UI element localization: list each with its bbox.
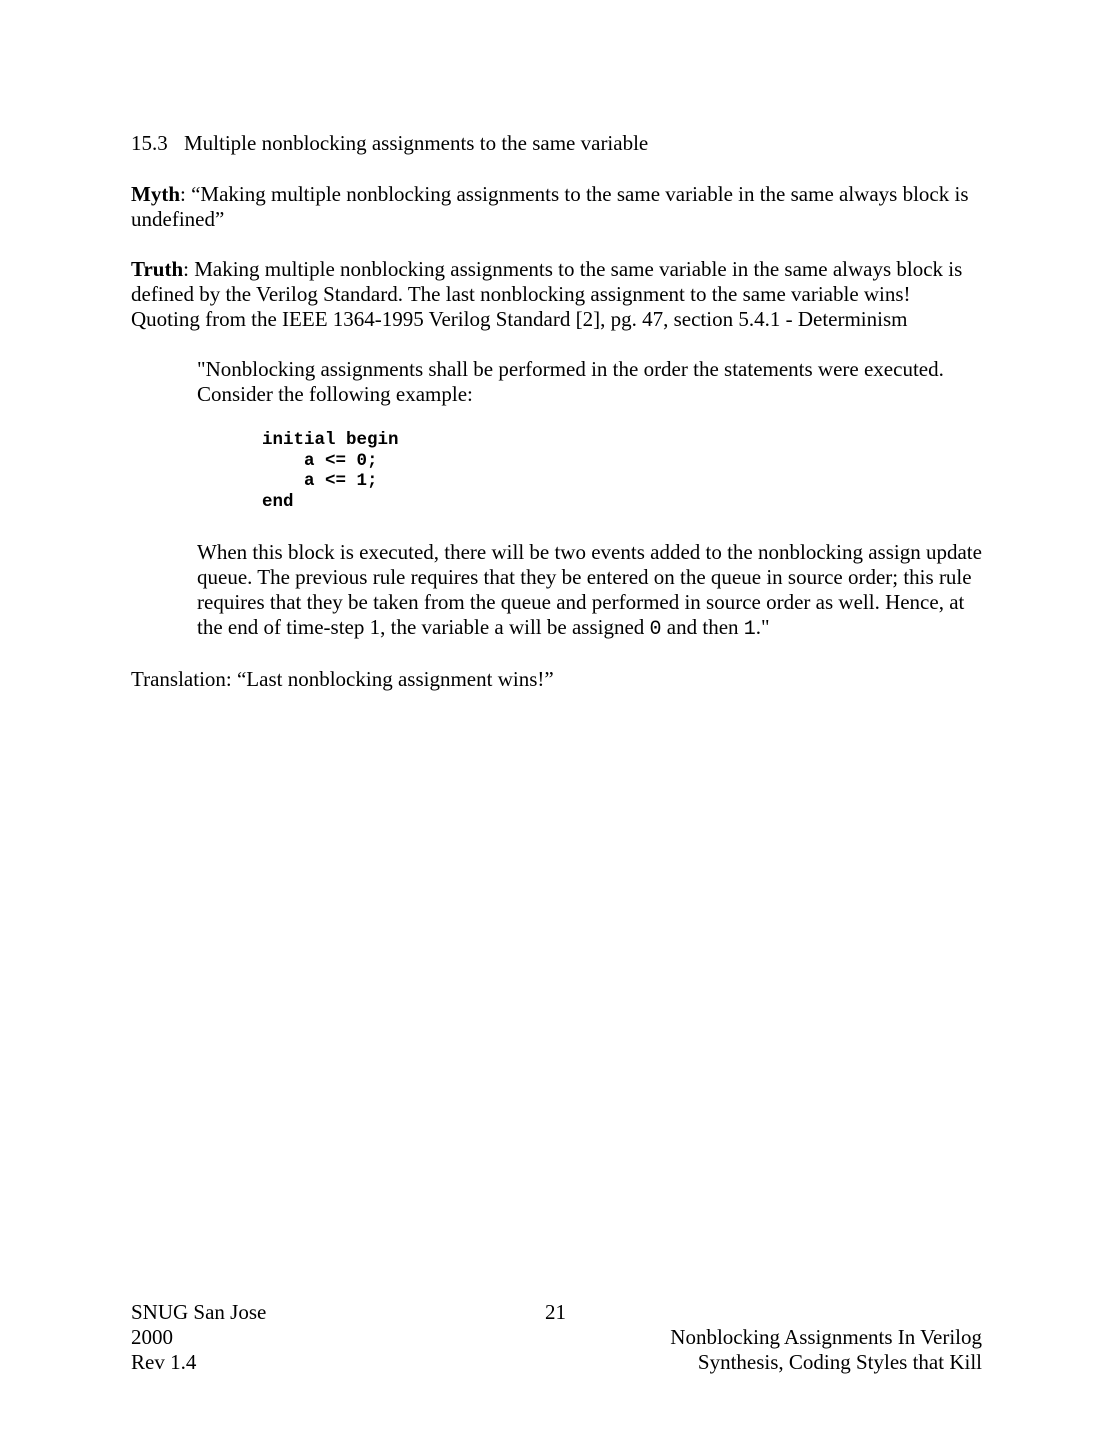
- myth-label: Myth: [131, 182, 180, 206]
- code-line: a <= 0;: [262, 450, 378, 471]
- myth-paragraph: [131, 182, 982, 232]
- code-example: [262, 430, 399, 512]
- footer-left: [131, 1300, 331, 1375]
- truth-paragraph: [131, 257, 982, 332]
- and-then-text: and then: [661, 615, 744, 639]
- document-page: [131, 0, 982, 1440]
- truth-label: Truth: [131, 257, 184, 281]
- footer-title-line-2: Synthesis, Coding Styles that Kill: [697, 1350, 982, 1374]
- translation-paragraph: Translation: “Last nonblocking assignment wins!”: [131, 667, 554, 691]
- myth-text: : “Making multiple nonblocking assignments to the same variable in the same always block is undefined”: [131, 182, 969, 231]
- section-title: Multiple nonblocking assignments to the same variable: [184, 131, 649, 155]
- footer-right: [582, 1325, 982, 1375]
- explanation-text: When this block is executed, there will be two events added to the nonblocking assign update queue. The previous rule requires that they be entered on the queue in source order; this rule requires that they be taken from the queue and performed in source order as well. Hence, at the end of time-step 1, the variable a will be assigned: [197, 540, 982, 639]
- section-heading: [131, 131, 648, 156]
- code-line: a <= 1;: [262, 471, 378, 491]
- section-number: 15.3: [131, 131, 168, 155]
- value-second: 1: [743, 618, 756, 641]
- closing-text: .": [755, 615, 770, 639]
- truth-text: : Making multiple nonblocking assignments to the same variable in the same always block is defined by the Verilog Standard. The last nonblocking assignment to the same variable wins! Quoting from the IEEE 1364-1995 Verilog Standard [2], pg. 47, section 5.4.1 - Determinism: [131, 257, 963, 331]
- page-number: 21: [545, 1300, 566, 1324]
- footer-year: 2000: [131, 1325, 173, 1349]
- footer-conference: SNUG San Jose: [131, 1300, 267, 1324]
- value-first: 0: [649, 618, 662, 641]
- quote-explanation: [197, 540, 982, 642]
- footer-revision: Rev 1.4: [131, 1350, 197, 1374]
- quote-intro: "Nonblocking assignments shall be performed in the order the statements were executed. Consider the following example:: [197, 357, 944, 406]
- code-line: end: [262, 491, 294, 512]
- footer-title-line-1: Nonblocking Assignments In Verilog: [670, 1325, 982, 1349]
- code-line: initial begin: [262, 430, 399, 450]
